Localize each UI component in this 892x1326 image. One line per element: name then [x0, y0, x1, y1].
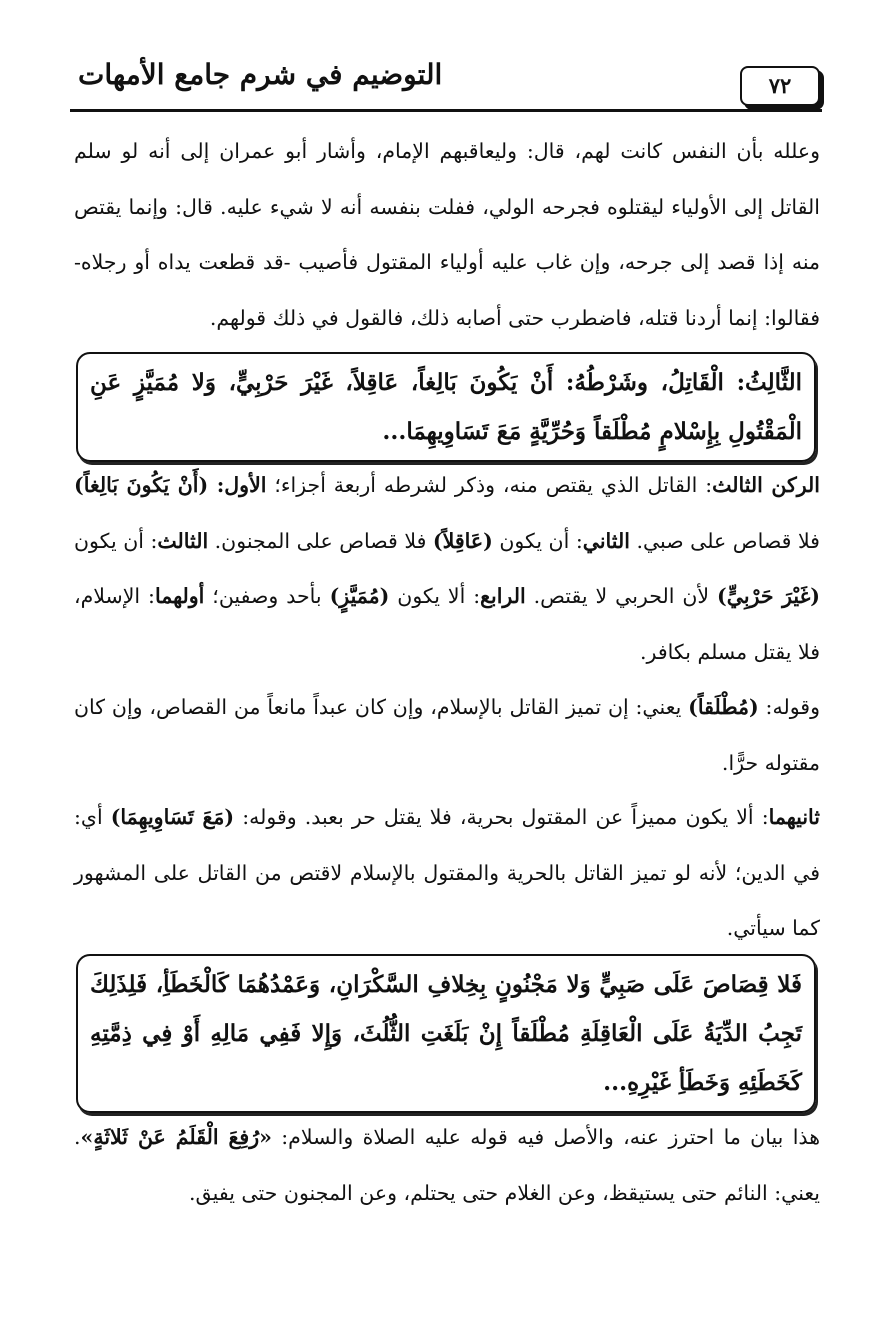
- hadith-quote: «رُفِعَ الْقَلَمُ عَنْ ثَلاثَةٍ»: [80, 1125, 272, 1149]
- text-segment: فلا قصاص على صبي.: [629, 528, 820, 553]
- page-header: [70, 56, 822, 112]
- term-second-of-two: ثانيهما: [768, 805, 820, 829]
- running-title: التوضيم في شرم جامع الأمهات: [78, 58, 443, 91]
- commentary-paragraph-4: [74, 790, 820, 957]
- commentary-paragraph-1: وعلله بأن النفس كانت لهم، قال: وليعاقبهم الإمام، وأشار أبو عمران إلى أنه لو سلم القاتل إلى الأولياء ليقتلوه فجرحه الولي، ففلت بنفسه أنه لا شيء عليه. قال: وإنما يقتص منه إذا قصد إلى جرحه، وإن غاب عليه أولياء المقتول فأصيب -قد قطعت يداه أو رجلاه- فقالوا: إنما أردنا قتله، فاضطرب حتى أصابه ذلك، فالقول في ذلك قولهم.: [74, 139, 820, 330]
- matn-text-1: الثَّالِثُ: الْقَاتِلُ، وشَرْطُهُ: أَنْ يَكُونَ بَالِغاً، عَاقِلاً، غَيْرَ حَرْبِيٍّ، وَلا مُمَيَّزٍ عَنِ الْمَقْتُولِ بِإِسْلامٍ مُطْلَقاً وَحُرِّيَّةٍ مَعَ تَسَاوِيهِمَا...: [90, 369, 802, 445]
- header-rule: [70, 109, 822, 112]
- page-number: ٧٢: [740, 66, 820, 106]
- term-non-harbi: (غَيْرَ حَرْبِيٍّ): [717, 584, 821, 608]
- term-first-of-two: أولهما: [154, 584, 205, 608]
- text-segment: هذا بيان ما احترز عنه، والأصل فيه قوله عليه الصلاة والسلام:: [271, 1125, 821, 1149]
- matn-box-2: [76, 954, 816, 1113]
- text-segment: : القاتل الذي يقتص منه، وذكر لشرطه أربعة أجزاء؛: [266, 473, 713, 497]
- matn-text-2: فَلا قِصَاصَ عَلَى صَبِيٍّ وَلا مَجْنُونٍ بِخِلافِ السَّكْرَانِ، وَعَمْدُهُمَا كَالْخَطَأِ، فَلِذَلِكَ تَجِبُ الدِّيَةُ عَلَى الْعَاقِلَةِ مُطْلَقاً إِنْ بَلَغَتِ الثُّلُثَ، وَإِلا فَفِي مَالِهِ أَوْ فِي ذِمَّتِهِ كَخَطَئِهِ وَخَطَأِ غَيْرِهِ...: [90, 971, 802, 1096]
- term-third-pillar: الركن الثالث: [712, 473, 820, 497]
- commentary-paragraph-3: [74, 680, 820, 791]
- commentary-paragraph-5: [74, 1110, 820, 1221]
- term-third: الثالث: [157, 528, 209, 553]
- term-equality: (مَعَ تَسَاوِيهِمَا): [110, 805, 235, 829]
- text-segment: أي: في الدين؛ لأنه لو تميز القاتل بالحرية والمقتول بالإسلام لاقتص من القاتل على المشهور كما سيأتي.: [74, 805, 820, 940]
- commentary-paragraph-2: [74, 458, 820, 680]
- matn-box-1: [76, 352, 816, 462]
- term-fourth: الرابع: [480, 584, 526, 608]
- term-sane: (عَاقِلاً): [432, 528, 493, 553]
- text-segment: بأحد وصفين؛: [204, 584, 330, 608]
- text-segment: وقوله:: [758, 695, 820, 719]
- text-segment: فلا قصاص على المجنون.: [208, 528, 433, 553]
- text-segment: : ألا يكون: [389, 584, 481, 608]
- text-segment: : ألا يكون مميزاً عن المقتول بحرية، فلا يقتل حر بعبد. وقوله:: [234, 805, 769, 829]
- text-segment: : أن يكون: [74, 528, 158, 553]
- term-distinct: (مُمَيَّزٍ): [329, 584, 390, 608]
- text-segment: يعني: إن تميز القاتل بالإسلام، وإن كان عبداً مانعاً من القصاص، وإن كان مقتوله حرًّا.: [74, 695, 820, 775]
- text-segment: . يعني: النائم حتى يستيقظ، وعن الغلام حتى يحتلم، وعن المجنون حتى يفيق.: [74, 1125, 820, 1205]
- text-segment: لأن الحربي لا يقتص.: [525, 584, 718, 608]
- text-segment: : أن يكون: [492, 528, 583, 553]
- text-segment: : الإسلام، فلا يقتل مسلم بكافر.: [74, 584, 820, 664]
- term-second: الثاني: [582, 528, 630, 553]
- term-absolutely: (مُطْلَقاً): [688, 695, 759, 719]
- term-first: الأول: (أَنْ يَكُونَ بَالِغاً): [74, 473, 267, 497]
